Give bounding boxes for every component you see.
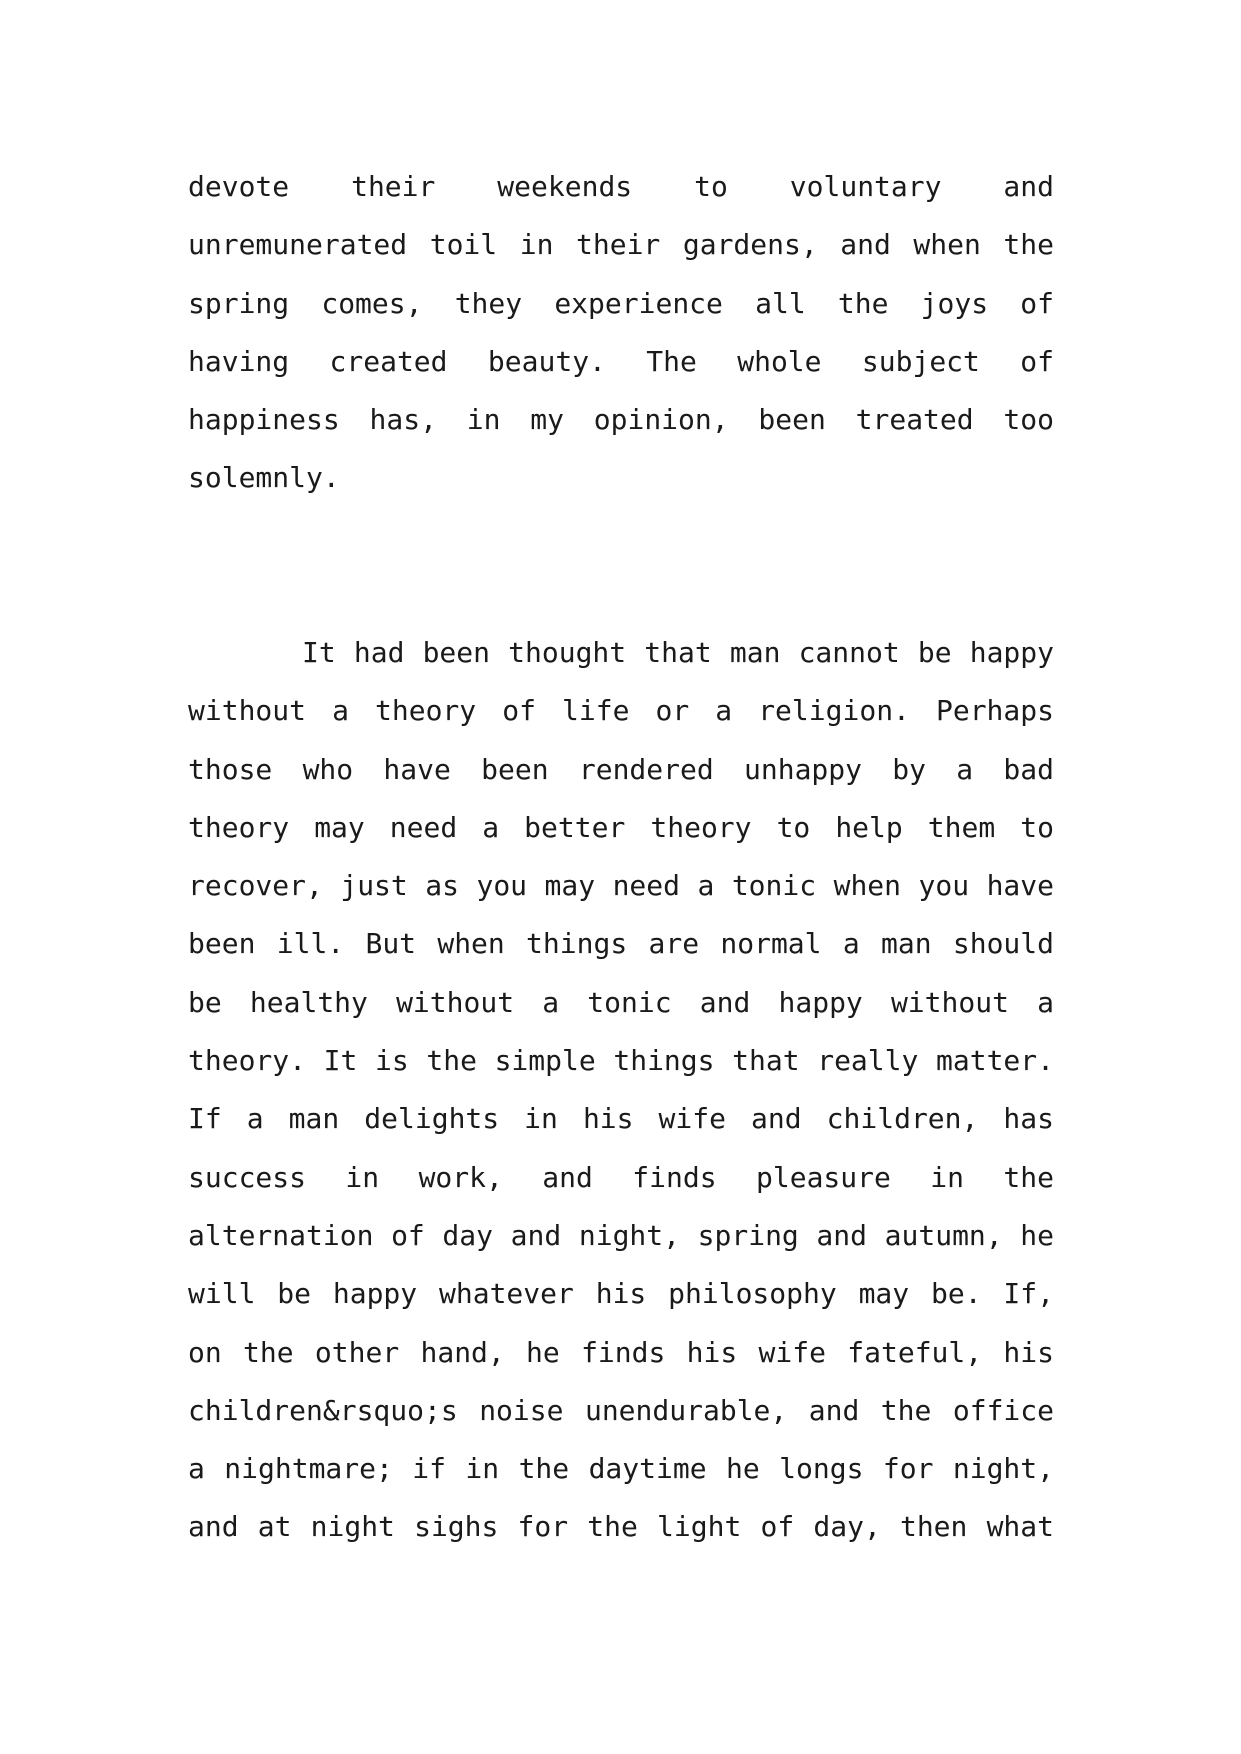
text-line: happiness has, in my opinion, been treated too: [188, 403, 1054, 437]
text-line: unremunerated toil in their gardens, and when the: [188, 228, 1054, 262]
text-line: without a theory of life or a religion. Perhaps: [188, 694, 1054, 728]
text-line: a nightmare; if in the daytime he longs for night,: [188, 1452, 1054, 1486]
text-line: those who have been rendered unhappy by a bad: [188, 752, 1054, 786]
text-line: be healthy without a tonic and happy without a: [188, 985, 1054, 1019]
text-line: If a man delights in his wife and children, has: [188, 1102, 1054, 1136]
text-line: recover, just as you may need a tonic when you have: [188, 869, 1054, 903]
text-line: alternation of day and night, spring and autumn, he: [188, 1218, 1054, 1252]
text-line: It had been thought that man cannot be happy: [302, 636, 1054, 669]
text-line: been ill. But when things are normal a man should: [188, 927, 1054, 961]
paragraph-1: [188, 158, 1054, 508]
text-line: theory. It is the simple things that really matter.: [188, 1044, 1054, 1078]
text-line: spring comes, they experience all the joys of: [188, 286, 1054, 320]
text-line: devote their weekends to voluntary and: [188, 170, 1054, 203]
text-line: theory may need a better theory to help them to: [188, 810, 1054, 844]
paragraph-2: [188, 624, 1054, 1557]
text-line: having created beauty. The whole subject of: [188, 344, 1054, 378]
text-line: will be happy whatever his philosophy may be. If,: [188, 1277, 1054, 1311]
text-line: and at night sighs for the light of day, then what: [188, 1510, 1054, 1544]
text-line: children&rsquo;s noise unendurable, and the office: [188, 1393, 1054, 1427]
text-line: success in work, and finds pleasure in the: [188, 1160, 1054, 1194]
text-line: solemnly.: [188, 461, 340, 495]
text-line: on the other hand, he finds his wife fateful, his: [188, 1335, 1054, 1369]
